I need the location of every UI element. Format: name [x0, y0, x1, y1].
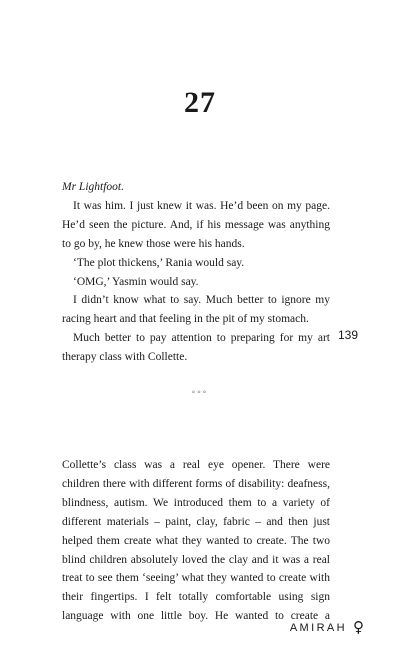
paragraph-4: I didn’t know what to say. Much better to ignore my racing heart and that feeling in the pit of my stomach.	[62, 294, 330, 326]
chapter-number: 27	[184, 86, 216, 119]
body-text-section-1	[62, 178, 330, 367]
paragraph-3: ‘OMG,’ Yasmin would say.	[73, 275, 199, 288]
page-number: 139	[338, 328, 359, 342]
scene-break: ◦◦◦	[191, 387, 209, 398]
body-text-section-2	[62, 456, 330, 626]
section-heading-text: Mr Lightfoot.	[62, 181, 124, 193]
running-footer	[290, 620, 364, 635]
paragraph-1: It was him. I just knew it was. He’d been on my page. He’d seen the picture. And, if his message was anything to go by, he knew those were his hands.	[62, 199, 330, 250]
paragraph-6: Collette’s class was a real eye opener. There were children there with different forms of disability: deafness, blindness, autism. We introduced them to a variety of different materials – paint, clay, fabric – and then just helped them create what they wanted to create. The two blind children absolutely loved the clay and it was a real treat to see them ‘seeing’ what they wanted to create with their fingertips. I felt totally comfortable using sign language with one little boy. He wanted to create a	[62, 459, 330, 623]
venus-icon: ♀	[353, 618, 364, 636]
running-title: AMIRAH	[289, 621, 347, 634]
paragraph-2: ‘The plot thickens,’ Rania would say.	[73, 256, 245, 269]
section-heading	[62, 178, 330, 197]
paragraph-5: Much better to pay attention to preparing for my art therapy class with Collette.	[62, 332, 330, 364]
